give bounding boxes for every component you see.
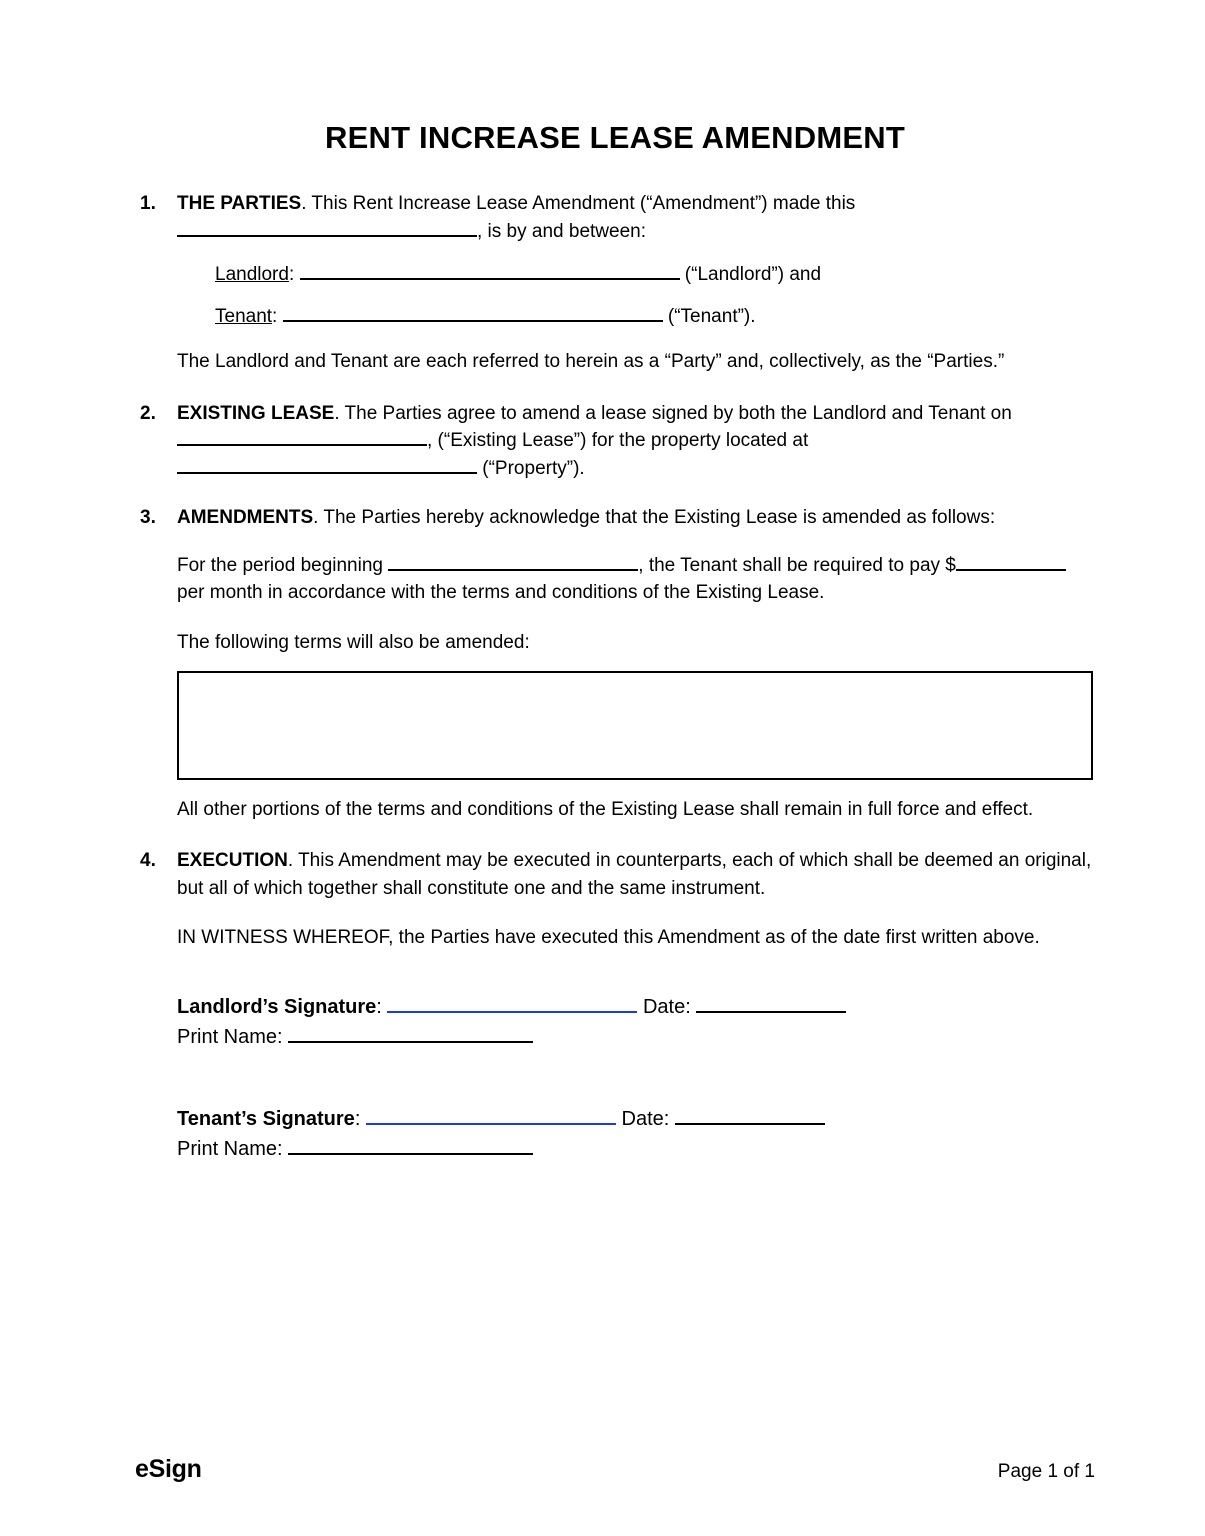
period-start-blank[interactable] — [388, 569, 638, 571]
landlord-line — [215, 261, 1095, 289]
landlord-date-field[interactable] — [696, 1011, 846, 1013]
tenant-print-name-field[interactable] — [288, 1153, 533, 1155]
clause-body — [177, 504, 1095, 532]
landlord-signature-line — [177, 992, 1095, 1022]
page-title: RENT INCREASE LEASE AMENDMENT — [325, 120, 905, 155]
period-text-c: per month in accordance with the terms and conditions of the Existing Lease. — [177, 582, 825, 604]
amended-terms-textarea[interactable] — [177, 671, 1093, 780]
clause-text-b: , (“Existing Lease”) for the property located at — [427, 430, 809, 452]
clause-number: 4. — [140, 850, 156, 872]
tenant-signature-field[interactable] — [366, 1123, 616, 1125]
landlord-print-name-label: Print Name: — [177, 1025, 283, 1048]
landlord-print-name-line — [177, 1022, 1095, 1052]
landlord-print-name-field[interactable] — [288, 1041, 533, 1043]
clause-the-parties — [135, 190, 1095, 245]
page-footer — [135, 1455, 1095, 1484]
landlord-label: Landlord — [215, 264, 289, 286]
property-address-blank[interactable] — [177, 472, 477, 474]
clause-text: . This Amendment may be executed in counterparts, each of which shall be deemed an original, but all of which together shall constitute one and the same instrument. — [177, 850, 1092, 899]
clause-number: 2. — [140, 402, 156, 424]
terms-intro: The following terms will also be amended: — [177, 632, 530, 654]
tenant-name-blank[interactable] — [283, 320, 663, 322]
clause-heading: AMENDMENTS — [177, 507, 314, 529]
clause-body — [177, 847, 1095, 902]
clause-execution — [135, 847, 1095, 902]
clause-text-b: , is by and between: — [477, 220, 646, 242]
tenant-print-name-label: Print Name: — [177, 1137, 283, 1160]
colon-1: : — [288, 264, 295, 286]
colon-3: : — [376, 995, 382, 1018]
parties-note: The Landlord and Tenant are each referred to herein as a “Party” and, collectively, as the “Parties.” — [177, 351, 1005, 373]
amendment-date-blank[interactable] — [177, 235, 477, 237]
tenant-date-label: Date: — [621, 1107, 670, 1130]
existing-lease-date-blank[interactable] — [177, 444, 427, 446]
clause-text: . The Parties hereby acknowledge that the Existing Lease is amended as follows: — [313, 507, 996, 529]
esign-logo: eSign — [135, 1455, 202, 1483]
landlord-name-blank[interactable] — [300, 278, 680, 280]
landlord-signature-field[interactable] — [387, 1011, 637, 1013]
clause-number: 3. — [140, 507, 156, 529]
tenant-date-field[interactable] — [675, 1123, 825, 1125]
tenant-signature-label: Tenant’s Signature — [177, 1107, 355, 1130]
clause-text: . This Rent Increase Lease Amendment (“Amendment”) made this — [301, 193, 856, 214]
rent-amount-blank[interactable] — [956, 569, 1066, 571]
period-text-a: For the period beginning — [177, 554, 383, 576]
clause-heading: EXISTING LEASE — [177, 402, 335, 424]
colon-4: : — [354, 1107, 361, 1130]
tenant-line — [215, 303, 1095, 331]
clause-text-c: (“Property”). — [482, 457, 585, 479]
landlord-suffix: (“Landlord”) and — [684, 264, 822, 286]
landlord-signature-label: Landlord’s Signature — [177, 995, 377, 1018]
clause-existing-lease — [135, 400, 1095, 483]
clause-text: . The Parties agree to amend a lease signed by both the Landlord and Tenant on — [334, 402, 1012, 424]
tenant-signature-line — [177, 1104, 1095, 1134]
clause-heading: EXECUTION — [177, 850, 288, 872]
clause-number: 1. — [140, 193, 156, 214]
remain-in-effect-note: All other portions of the terms and conditions of the Existing Lease shall remain in full force and effect. — [177, 798, 1034, 820]
period-text-b: , the Tenant shall be required to pay $ — [638, 554, 956, 576]
landlord-date-label: Date: — [642, 995, 691, 1018]
clause-body — [177, 400, 1095, 483]
clause-body — [177, 190, 1095, 245]
witness-paragraph: IN WITNESS WHEREOF, the Parties have executed this Amendment as of the date first written above. — [177, 927, 1040, 949]
tenant-print-name-line — [177, 1134, 1095, 1164]
page-number: Page 1 of 1 — [997, 1461, 1095, 1482]
tenant-suffix: (“Tenant”). — [667, 305, 756, 327]
colon-2: : — [272, 305, 278, 327]
tenant-signature-block — [177, 1104, 1095, 1164]
clause-amendments — [135, 504, 1095, 532]
rent-period-paragraph — [177, 552, 1095, 607]
tenant-label: Tenant — [215, 305, 273, 327]
landlord-signature-block — [177, 992, 1095, 1052]
clause-heading: THE PARTIES — [177, 193, 302, 214]
